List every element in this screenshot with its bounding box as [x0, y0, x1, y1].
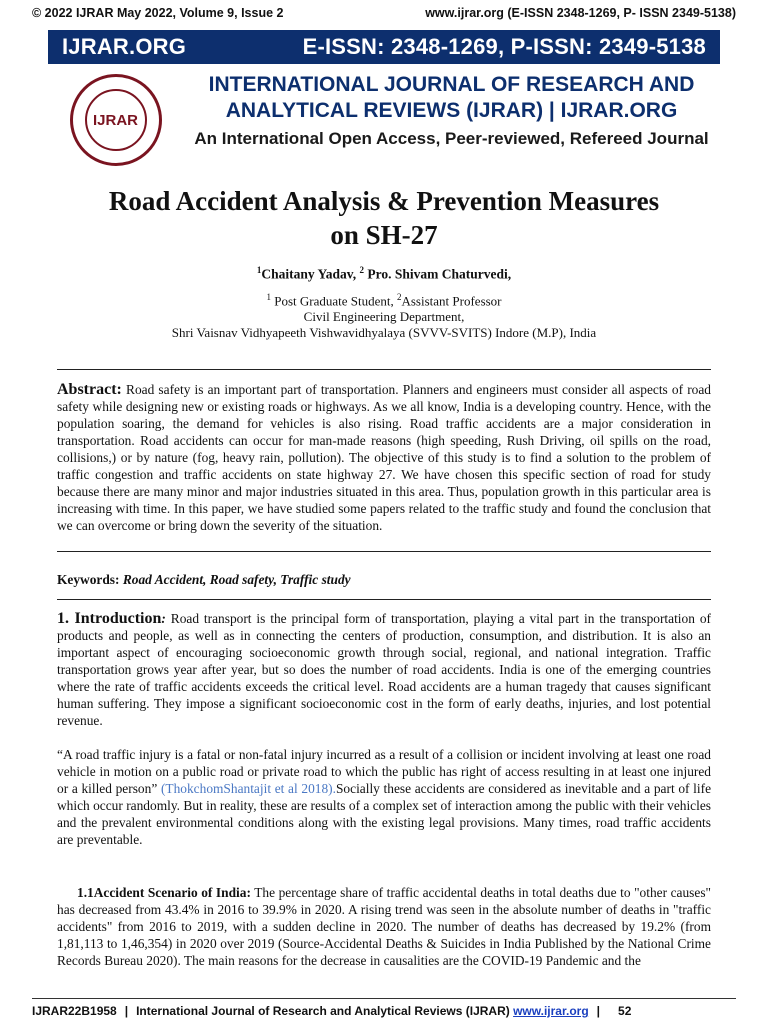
citation: (ThokchomShantajit et al 2018).	[160, 781, 336, 796]
abstract-label: Abstract:	[57, 381, 122, 398]
quote-text: “A road traffic injury is a fatal or non-fatal injury incurred as a result of a collision or incident involving at least one road vehicle in motion on a public road or private road to which the public has right of access resulting in at least one injured or a killed person”	[57, 747, 711, 796]
header-issn: www.ijrar.org (E-ISSN 2348-1269, P- ISSN 2349-5138)	[425, 6, 736, 20]
header-issue: © 2022 IJRAR May 2022, Volume 9, Issue 2	[32, 6, 284, 20]
banner-issn: E-ISSN: 2348-1269, P-ISSN: 2349-5138	[302, 34, 706, 59]
institution: Shri Vaisnav Vidhyapeeth Vishwavidhyalaya (SVVV-SVITS) Indore (M.P), India	[171, 325, 597, 341]
running-header	[32, 6, 736, 24]
banner-line1: INTERNATIONAL JOURNAL OF RESEARCH AND	[208, 73, 695, 96]
footer-paper-id: IJRAR22B1958	[32, 1004, 117, 1018]
affil-2: Assistant Professor	[401, 293, 502, 309]
abstract-text: Road safety is an important part of transportation. Planners and engineers must consider all aspects of road safety while designing new or existing roads or highways. As we all know, India is a developing country. Hence, with the population soaring, the demand for vehicles is also rising. Road traffic accidents are a major consideration in transportation. Road accidents can occur for man-made reasons (high speeding, Rush Driving, oil spills on the road, collisions,) or by nature (fog, heavy rain, pollution). The objective of this study is to find a solution to the problem of traffic congestion and traffic accidents on state highway 27. We have chosen this specific section of road for study because there are many minor and major industries situated in this area. Thus, population growth in this particular area is increasing with time. In this paper, we have studied some papers related to the traffic study and found the conclusion that we can overcome or bring down the severity of the situation.	[57, 382, 711, 533]
intro-heading: 1. Introduction	[57, 610, 162, 627]
affiliations: $^1$ Post Graduate Student, $^2$Assistant Professor Civil Engineering Department, Shri Vaisnav Vidhyapeeth Vishwavidhyalaya (SVVV-SVITS) Indore (M.P), India	[0, 289, 768, 341]
section-1-1-heading: 1.1Accident Scenario of India:	[77, 885, 251, 900]
page-footer: IJRAR22B1958 | International Journal of Research and Analytical Reviews (IJRAR) www.ijrar.org | 52	[32, 998, 736, 1021]
banner-site: IJRAR.ORG	[62, 34, 187, 59]
author-2: Pro. Shivam Chaturvedi,	[367, 266, 512, 282]
abstract	[57, 381, 711, 534]
keywords-text: Road Accident, Road safety, Traffic study	[122, 572, 351, 587]
banner-tagline: An International Open Access, Peer-reviewed, Refereed Journal	[194, 129, 709, 148]
divider-keywords	[57, 599, 711, 600]
divider-top	[57, 369, 711, 370]
banner-bar	[48, 30, 720, 64]
footer-page-number: 52	[618, 1004, 632, 1018]
intro-text: Road transport is the principal form of transportation, playing a vital part in the transportation of products and people, as well as in connecting the centers of production, consumption, and distribution. It is also an important aspect of encouraging socioeconomic growth through social, regional, and national integration. Traffic transportation grows year after year, but so does the number of road accidents. India is one of the emerging countries where the rate of traffic accidents exceeds the critical level. Road accidents are a human tragedy that causes significant human suffering. They impose a significant socioeconomic cost in the form of early deaths, injuries, and lost potential revenue.	[57, 611, 711, 728]
footer-journal: International Journal of Research and Analytical Reviews (IJRAR)	[136, 1004, 510, 1018]
title-line1: Road Accident Analysis & Prevention Measures	[108, 186, 660, 216]
footer-url-link[interactable]: www.ijrar.org	[513, 1004, 589, 1018]
banner-line2: ANALYTICAL REVIEWS (IJRAR) | IJRAR.ORG	[225, 99, 678, 122]
section-1-1	[57, 884, 711, 969]
journal-logo-icon	[70, 74, 162, 166]
department: Civil Engineering Department,	[303, 309, 465, 325]
keywords-label: Keywords:	[57, 572, 120, 587]
keywords	[57, 571, 711, 588]
paper-title	[40, 184, 728, 252]
authors: $^1$Chaitany Yadav, $^2$ Pro. Shivam Chaturvedi,	[256, 265, 512, 282]
journal-banner	[48, 30, 720, 176]
logo-text: IJRAR	[85, 89, 147, 151]
introduction	[57, 610, 711, 729]
affil-1: Post Graduate Student,	[274, 293, 394, 309]
divider-bottom	[57, 551, 711, 552]
author-1: Chaitany Yadav,	[261, 266, 357, 282]
section-1-1-text: The percentage share of traffic accidental deaths in total deaths due to "other causes" has decreased from 43.4% in 2016 to 39.9% in 2020. A rising trend was seen in the absolute number of deaths in "traffic accidents" from 2016 to 2019, with a sudden decline in 2020. The number of deaths has decreased by 19.2% (from 1,81,113 to 1,46,354) in 2020 over 2019 (Source-Accidental Deaths & Suicides in India Published by the National Crime Records Bureau 2020). The main reasons for the decrease in causalities are the COVID-19 Pandemic and the	[57, 885, 712, 968]
quote-paragraph	[57, 746, 711, 848]
title-line2: on SH-27	[330, 220, 438, 250]
intro-colon: :	[161, 611, 166, 626]
after-citation: Socially these accidents are considered as inevitable and a part of life which occur randomly. But in reality, these are results of a complex set of interaction among the public with their vehicles and the prevalent environmental conditions along with the existing legal provisions. Many times, road traffic accidents are preventable.	[57, 781, 712, 847]
